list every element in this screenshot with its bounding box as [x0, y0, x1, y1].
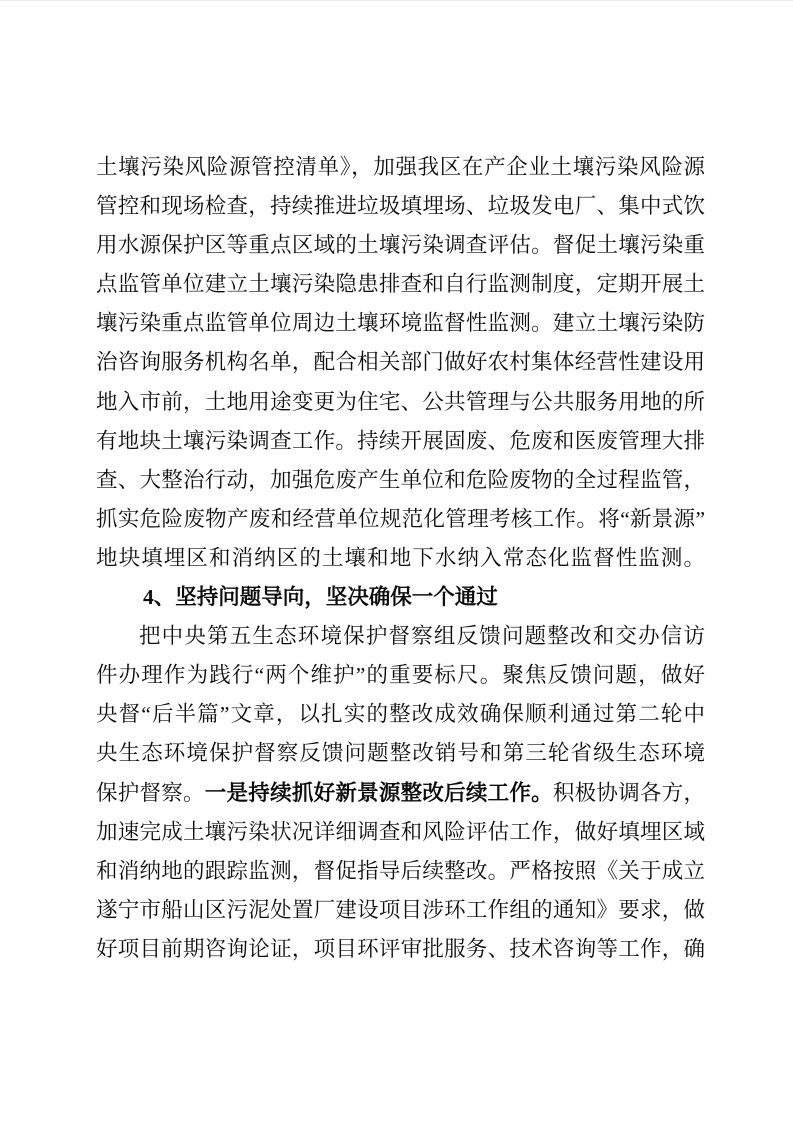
body-line: 地块填埋区和消纳区的土壤和地下水纳入常态化监督性监测。 — [96, 545, 705, 570]
body-line: 管控和现场检查，持续推进垃圾填埋场、垃圾发电厂、集中式饮 — [96, 194, 705, 219]
emphasis-text: 一是持续抓好新景源整改后续工作。 — [204, 780, 553, 805]
body-text: 积极协调各方， — [552, 780, 705, 805]
body-line: 加速完成土壤污染状况详细调查和风险评估工作，做好填埋区域 — [96, 819, 705, 844]
body-line: 好项目前期咨询论证，项目环评审批服务、技术咨询等工作，确 — [96, 936, 705, 961]
section-heading: 4、坚持问题导向，坚决确保一个通过 — [143, 585, 498, 610]
body-line: 和消纳地的跟踪监测，督促指导后续整改。严格按照《关于成立 — [96, 858, 705, 883]
body-line-mixed — [96, 774, 705, 813]
body-line: 把中央第五生态环境保护督察组反馈问题整改和交办信访 — [139, 624, 705, 649]
body-line: 治咨询服务机构名单，配合相关部门做好农村集体经营性建设用 — [96, 350, 705, 375]
body-line: 壤污染重点监管单位周边土壤环境监督性监测。建立土壤污染防 — [96, 311, 705, 336]
body-line: 有地块土壤污染调查工作。持续开展固废、危废和医废管理大排 — [96, 428, 705, 453]
body-line: 抓实危险废物产废和经营单位规范化管理考核工作。将“新景源” — [96, 506, 705, 531]
body-line: 地入市前，土地用途变更为住宅、公共管理与公共服务用地的所 — [96, 389, 705, 414]
body-text: 保护督察。 — [96, 780, 205, 805]
body-line: 查、大整治行动，加强危废产生单位和危险废物的全过程监管， — [96, 467, 705, 492]
body-line: 央生态环境保护督察反馈问题整改销号和第三轮省级生态环境 — [96, 741, 705, 766]
body-line: 央督“后半篇”文章，以扎实的整改成效确保顺利通过第二轮中 — [96, 702, 705, 727]
body-line: 遂宁市船山区污泥处置厂建设项目涉环工作组的通知》要求，做 — [96, 897, 705, 922]
body-line: 土壤污染风险源管控清单》，加强我区在产企业土壤污染风险源 — [96, 155, 705, 179]
text-block — [96, 148, 705, 969]
body-line: 用水源保护区等重点区域的土壤污染调查评估。督促土壤污染重 — [96, 233, 705, 258]
body-line: 件办理作为践行“两个维护”的重要标尺。聚焦反馈问题，做好 — [96, 663, 705, 688]
body-line: 点监管单位建立土壤污染隐患排查和自行监测制度，定期开展土 — [96, 272, 705, 297]
